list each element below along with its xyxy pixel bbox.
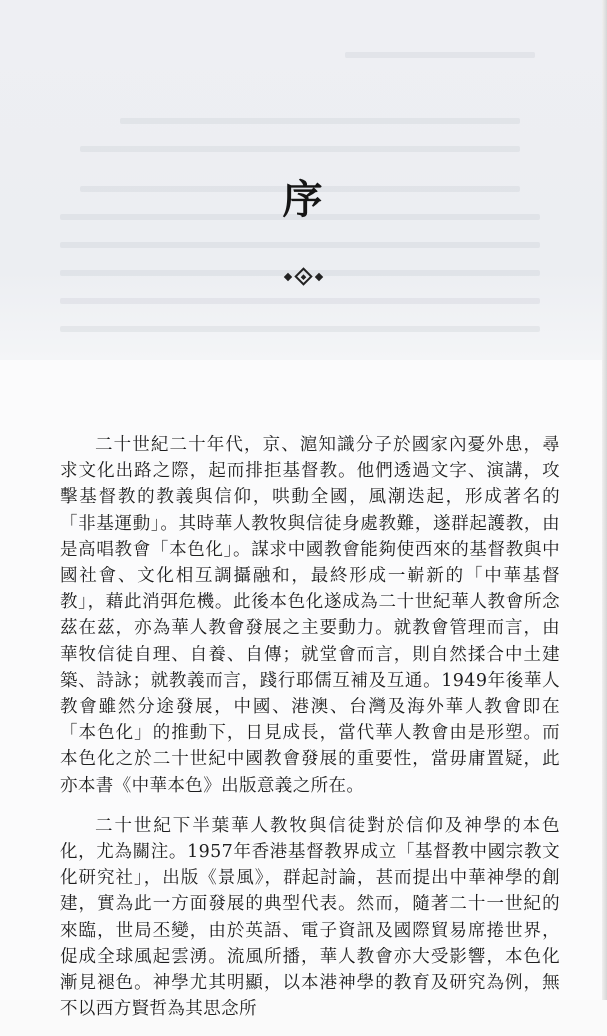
ghost-line [60,326,540,332]
title-ornament [0,270,607,283]
ghost-line [345,52,535,58]
ghost-line [60,242,540,248]
body-text [60,432,560,1036]
ornament-diamond-icon [294,267,312,285]
paragraph-2: 二十世紀下半葉華人教牧與信徒對於信仰及神學的本色化，尤為關注。1957年香港基督教界成立「基督教中國宗教文化研究社」，出版《景風》，群起討論，甚而提出中華神學的創建，實為此一方面發展的典型代表。然而，隨著二十一世紀的來臨，世局丕變，由於英語、電子資訊及國際貿易席捲世界，促成全球風起雲湧。流風所播，華人教會亦大受影響，本色化漸見褪色。神學尤其明顯，以本港神學的教育及研究為例，無不以西方賢哲為其思念所 [60,815,560,1020]
ornament-dot-icon [284,272,292,280]
ghost-line [80,146,520,152]
ghost-line [120,118,520,124]
page-title: 序 [282,176,325,223]
ornament-dot-icon [315,272,323,280]
paragraph-1: 二十世紀二十年代，京、滬知識分子於國家內憂外患，尋求文化出路之際，起而排拒基督教。他們透過文字、演講，攻擊基督教的教義與信仰，哄動全國，風潮迭起，形成著名的「非基運動」。其時華人教牧與信徒身處教難，遂群起護教，由是高唱教會「本色化」。謀求中國教會能夠使西來的基督教與中國社會、文化相互調攝融和，最終形成一嶄新的「中華基督教」，藉此消弭危機。此後本色化遂成為二十世紀華人教會所念茲在茲，亦為華人教會發展之主要動力。就教會管理而言，由華牧信徒自理、自養、自傳；就堂會而言，則自然揉合中土建築、詩詠；就教義而言，踐行耶儒互補及互通。1949年後華人教會雖然分途發展，中國、港澳、台灣及海外華人教會即在「本色化」的推動下，日見成長，當代華人教會由是形塑。而本色化之於二十世紀中國教會發展的重要性，當毋庸置疑，此亦本書《中華本色》出版意義之所在。 [60,435,560,796]
ghost-line [60,298,540,304]
page-edge [602,0,607,1000]
